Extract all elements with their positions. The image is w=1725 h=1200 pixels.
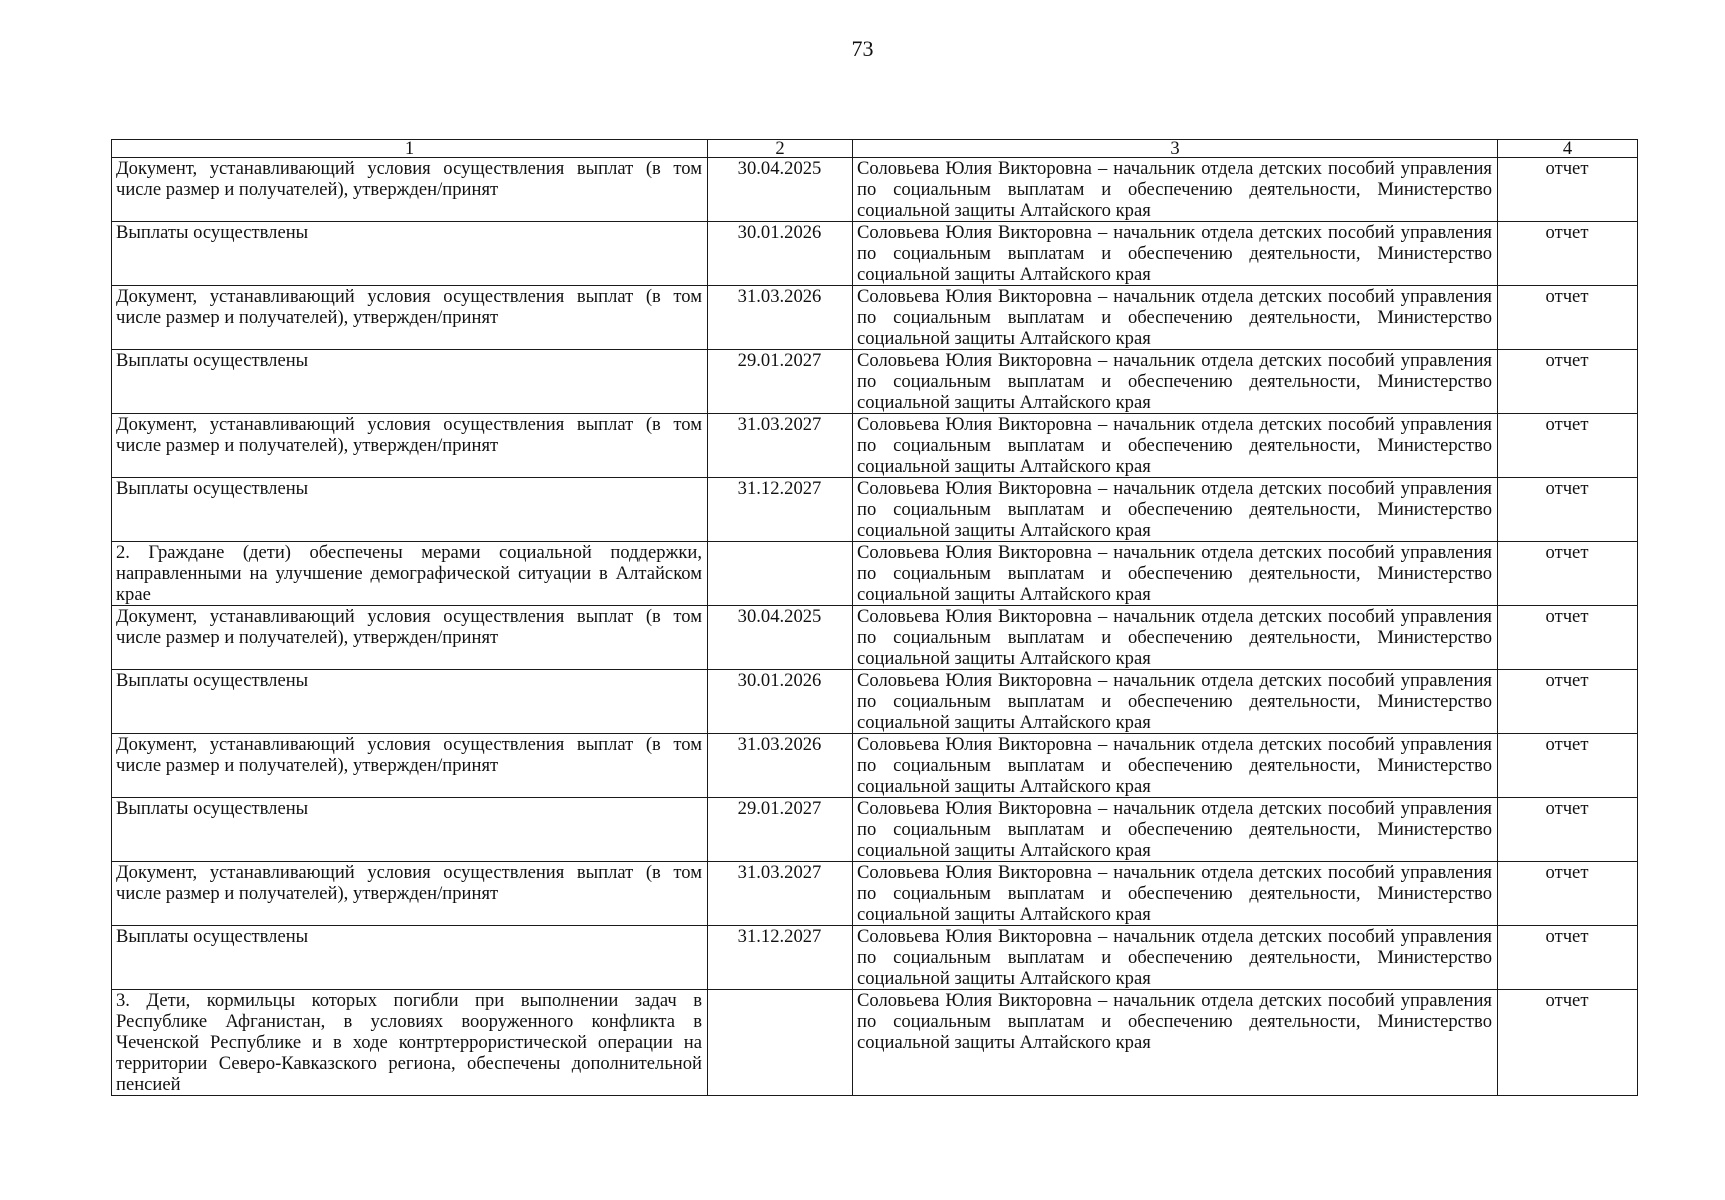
header-col-3: 3: [853, 140, 1498, 158]
cell-date: 29.01.2027: [708, 350, 853, 414]
cell-date: 30.01.2026: [708, 670, 853, 734]
cell-date: 31.12.2027: [708, 478, 853, 542]
table-row: [112, 478, 1638, 542]
cell-document-type: отчет: [1498, 670, 1638, 734]
cell-document-type: отчет: [1498, 414, 1638, 478]
cell-responsible: Соловьева Юлия Викторовна – начальник отдела детских пособий управления по социальным выплатам и обеспечению деятельности, Министерство социальной защиты Алтайского края: [853, 734, 1498, 798]
cell-event: 2. Граждане (дети) обеспечены мерами социальной поддержки, направленными на улучшение демографической ситуации в Алтайском крае: [112, 542, 708, 606]
cell-event: Документ, устанавливающий условия осуществления выплат (в том числе размер и получателей), утвержден/принят: [112, 862, 708, 926]
cell-document-type: отчет: [1498, 990, 1638, 1096]
cell-document-type: отчет: [1498, 222, 1638, 286]
cell-document-type: отчет: [1498, 798, 1638, 862]
cell-responsible: Соловьева Юлия Викторовна – начальник отдела детских пособий управления по социальным выплатам и обеспечению деятельности, Министерство социальной защиты Алтайского края: [853, 862, 1498, 926]
table-row: [112, 286, 1638, 350]
cell-document-type: отчет: [1498, 734, 1638, 798]
cell-date: 31.12.2027: [708, 926, 853, 990]
cell-date: 30.04.2025: [708, 158, 853, 222]
cell-document-type: отчет: [1498, 862, 1638, 926]
cell-document-type: отчет: [1498, 606, 1638, 670]
cell-responsible: Соловьева Юлия Викторовна – начальник отдела детских пособий управления по социальным выплатам и обеспечению деятельности, Министерство социальной защиты Алтайского края: [853, 926, 1498, 990]
page-number: 73: [851, 36, 874, 61]
header-col-1: 1: [112, 140, 708, 158]
cell-event: Документ, устанавливающий условия осуществления выплат (в том числе размер и получателей), утвержден/принят: [112, 158, 708, 222]
table-row: [112, 414, 1638, 478]
table-row: [112, 670, 1638, 734]
cell-responsible: Соловьева Юлия Викторовна – начальник отдела детских пособий управления по социальным выплатам и обеспечению деятельности, Министерство социальной защиты Алтайского края: [853, 798, 1498, 862]
table-row: [112, 222, 1638, 286]
cell-responsible: Соловьева Юлия Викторовна – начальник отдела детских пособий управления по социальным выплатам и обеспечению деятельности, Министерство социальной защиты Алтайского края: [853, 606, 1498, 670]
cell-document-type: отчет: [1498, 926, 1638, 990]
cell-responsible: Соловьева Юлия Викторовна – начальник отдела детских пособий управления по социальным выплатам и обеспечению деятельности, Министерство социальной защиты Алтайского края: [853, 414, 1498, 478]
cell-event: Выплаты осуществлены: [112, 222, 708, 286]
table-row: [112, 798, 1638, 862]
cell-document-type: отчет: [1498, 478, 1638, 542]
table-row: [112, 862, 1638, 926]
header-row: [112, 140, 1638, 158]
cell-responsible: Соловьева Юлия Викторовна – начальник отдела детских пособий управления по социальным выплатам и обеспечению деятельности, Министерство социальной защиты Алтайского края: [853, 990, 1498, 1096]
cell-event: Выплаты осуществлены: [112, 670, 708, 734]
cell-date: 31.03.2027: [708, 414, 853, 478]
cell-responsible: Соловьева Юлия Викторовна – начальник отдела детских пособий управления по социальным выплатам и обеспечению деятельности, Министерство социальной защиты Алтайского края: [853, 542, 1498, 606]
cell-date: [708, 990, 853, 1096]
cell-date: [708, 542, 853, 606]
table-row-section-heading: [112, 990, 1638, 1096]
table-row: [112, 606, 1638, 670]
cell-date: 31.03.2026: [708, 734, 853, 798]
cell-responsible: Соловьева Юлия Викторовна – начальник отдела детских пособий управления по социальным выплатам и обеспечению деятельности, Министерство социальной защиты Алтайского края: [853, 670, 1498, 734]
cell-event: Документ, устанавливающий условия осуществления выплат (в том числе размер и получателей), утвержден/принят: [112, 414, 708, 478]
cell-document-type: отчет: [1498, 286, 1638, 350]
table-row: [112, 926, 1638, 990]
cell-date: 30.04.2025: [708, 606, 853, 670]
table-row-section-heading: [112, 542, 1638, 606]
header-col-2: 2: [708, 140, 853, 158]
cell-responsible: Соловьева Юлия Викторовна – начальник отдела детских пособий управления по социальным выплатам и обеспечению деятельности, Министерство социальной защиты Алтайского края: [853, 158, 1498, 222]
cell-date: 31.03.2026: [708, 286, 853, 350]
cell-event: Выплаты осуществлены: [112, 926, 708, 990]
cell-document-type: отчет: [1498, 350, 1638, 414]
cell-date: 29.01.2027: [708, 798, 853, 862]
cell-document-type: отчет: [1498, 158, 1638, 222]
table-row: [112, 734, 1638, 798]
cell-document-type: отчет: [1498, 542, 1638, 606]
cell-event: Выплаты осуществлены: [112, 478, 708, 542]
cell-responsible: Соловьева Юлия Викторовна – начальник отдела детских пособий управления по социальным выплатам и обеспечению деятельности, Министерство социальной защиты Алтайского края: [853, 286, 1498, 350]
cell-event: Выплаты осуществлены: [112, 798, 708, 862]
cell-responsible: Соловьева Юлия Викторовна – начальник отдела детских пособий управления по социальным выплатам и обеспечению деятельности, Министерство социальной защиты Алтайского края: [853, 222, 1498, 286]
table-row: [112, 350, 1638, 414]
report-table: [111, 139, 1638, 1096]
cell-responsible: Соловьева Юлия Викторовна – начальник отдела детских пособий управления по социальным выплатам и обеспечению деятельности, Министерство социальной защиты Алтайского края: [853, 350, 1498, 414]
table-row: [112, 158, 1638, 222]
cell-event: 3. Дети, кормильцы которых погибли при выполнении задач в Республике Афганистан, в условиях вооруженного конфликта в Чеченской Республике и в ходе контртеррористической операции на территории Северо-Кавказского региона, обеспечены дополнительной пенсией: [112, 990, 708, 1096]
cell-event: Документ, устанавливающий условия осуществления выплат (в том числе размер и получателей), утвержден/принят: [112, 606, 708, 670]
cell-responsible: Соловьева Юлия Викторовна – начальник отдела детских пособий управления по социальным выплатам и обеспечению деятельности, Министерство социальной защиты Алтайского края: [853, 478, 1498, 542]
cell-event: Документ, устанавливающий условия осуществления выплат (в том числе размер и получателей), утвержден/принят: [112, 286, 708, 350]
cell-date: 31.03.2027: [708, 862, 853, 926]
header-col-4: 4: [1498, 140, 1638, 158]
cell-event: Документ, устанавливающий условия осуществления выплат (в том числе размер и получателей), утвержден/принят: [112, 734, 708, 798]
cell-date: 30.01.2026: [708, 222, 853, 286]
cell-event: Выплаты осуществлены: [112, 350, 708, 414]
